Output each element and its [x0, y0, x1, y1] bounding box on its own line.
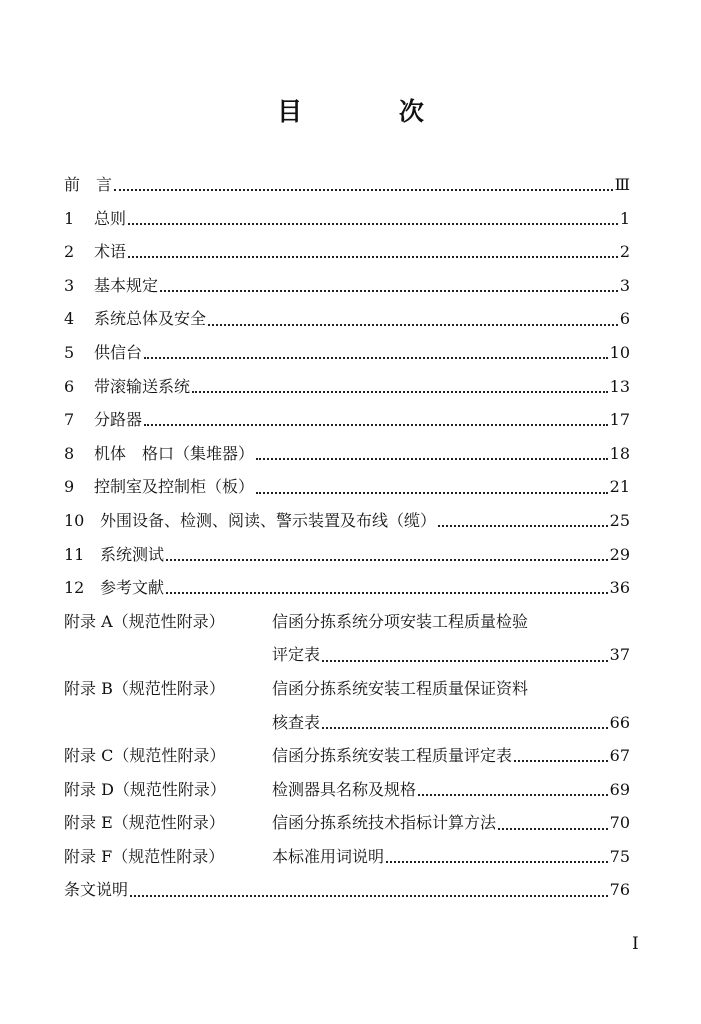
toc-page-number: 6	[619, 309, 630, 329]
dot-leader	[128, 255, 618, 258]
toc-appendix-key: 附录 C（规范性附录）	[64, 746, 226, 766]
toc-page-number: 37	[609, 645, 630, 665]
toc-appendix-key: 附录 A（规范性附录）	[64, 611, 225, 631]
dot-leader	[128, 222, 618, 225]
page-folio: I	[632, 934, 639, 954]
dot-leader	[514, 759, 608, 762]
dot-leader	[160, 289, 618, 292]
toc-entry-label: 系统测试	[100, 544, 165, 564]
toc-chapter-number: 4	[64, 309, 75, 329]
toc-entry-label: 评定表	[272, 645, 321, 665]
dot-leader	[322, 726, 608, 729]
dot-leader	[322, 659, 608, 662]
toc-appendix-key: 附录 D（规范性附录）	[64, 779, 226, 799]
toc-entry-appendix-d[interactable]	[64, 773, 630, 807]
toc-entry-chapter[interactable]	[64, 437, 630, 471]
toc-entry-label: 参考文献	[100, 578, 165, 598]
toc-entry-label: 信函分拣系统安装工程质量保证资料	[272, 678, 529, 698]
toc-chapter-number: 12	[64, 578, 85, 598]
toc-entry-appendix-f[interactable]	[64, 840, 630, 874]
toc-entry-label: 分路器	[94, 410, 143, 430]
toc-entry-label: 检测器具名称及规格	[272, 779, 417, 799]
dot-leader	[438, 524, 608, 527]
toc-page-number: 67	[609, 746, 630, 766]
toc-entry-chapter[interactable]	[64, 302, 630, 336]
toc-page-number: 36	[609, 578, 630, 598]
toc-entry-appendix-a[interactable]	[64, 605, 630, 639]
toc-entry-explanation[interactable]	[64, 873, 630, 907]
toc-appendix-key: 附录 F（规范性附录）	[64, 846, 225, 866]
toc-entry-chapter[interactable]	[64, 370, 630, 404]
dot-leader	[418, 793, 608, 796]
dot-leader	[130, 894, 608, 897]
toc-entry-label: 带滚输送系统	[94, 376, 191, 396]
toc-entry-label: 信函分拣系统分项安装工程质量检验	[272, 611, 529, 631]
toc-page-number: 69	[609, 779, 630, 799]
toc-entry-chapter[interactable]	[64, 202, 630, 236]
toc-entry-label: 控制室及控制柜（板）	[94, 477, 255, 497]
dot-leader	[498, 827, 608, 830]
toc-entry-label: 条文说明	[64, 880, 129, 900]
toc-entry-chapter[interactable]	[64, 403, 630, 437]
toc-chapter-number: 1	[64, 208, 75, 228]
toc-page-number: 10	[609, 342, 630, 362]
dot-leader	[386, 860, 608, 863]
toc-entry-chapter[interactable]	[64, 470, 630, 504]
toc-entry-chapter[interactable]	[64, 538, 630, 572]
toc-entry-label: 信函分拣系统技术指标计算方法	[272, 813, 497, 833]
toc-page-number: 25	[609, 510, 630, 530]
toc-entry-chapter[interactable]	[64, 504, 630, 538]
toc-chapter-number: 6	[64, 376, 75, 396]
toc-entry-appendix-e[interactable]	[64, 806, 630, 840]
toc-page-number: Ⅲ	[614, 175, 630, 194]
dot-leader	[192, 390, 608, 393]
toc-entry-chapter[interactable]	[64, 336, 630, 370]
toc-page-number: 3	[619, 275, 630, 295]
toc-page-number: 18	[609, 443, 630, 463]
toc-page-number: 1	[619, 208, 630, 228]
toc-appendix-key: 附录 B（规范性附录）	[64, 678, 225, 698]
dot-leader	[144, 423, 608, 426]
toc-entry-label: 供信台	[94, 342, 143, 362]
dot-leader	[256, 457, 608, 460]
toc-entry-label: 系统总体及安全	[94, 309, 207, 329]
toc-chapter-number: 10	[64, 510, 85, 530]
toc-chapter-number: 2	[64, 242, 75, 262]
toc-entry-label: 术语	[94, 242, 127, 262]
toc-page-number: 17	[609, 410, 630, 430]
toc-entry-preface[interactable]	[64, 168, 630, 202]
toc-entry-appendix-b[interactable]	[64, 672, 630, 706]
toc-entry-label: 本标准用词说明	[272, 846, 385, 866]
toc-entry-label: 前 言	[64, 175, 113, 194]
toc-page-number: 76	[609, 880, 630, 900]
toc-entry-label: 总则	[94, 208, 127, 228]
toc-chapter-number: 11	[64, 544, 85, 564]
table-of-contents	[64, 168, 630, 907]
toc-entry-label: 外围设备、检测、阅读、警示装置及布线（缆）	[100, 510, 437, 530]
toc-appendix-key: 附录 E（规范性附录）	[64, 813, 225, 833]
dot-leader	[166, 558, 608, 561]
toc-page-number: 75	[609, 846, 630, 866]
toc-entry-label: 信函分拣系统安装工程质量评定表	[272, 746, 513, 766]
toc-entry-chapter[interactable]	[64, 269, 630, 303]
toc-entry-appendix-a-continuation[interactable]	[64, 638, 630, 672]
dot-leader	[144, 356, 608, 359]
toc-entry-label: 机体 格口（集堆器）	[94, 443, 255, 463]
toc-entry-label: 核查表	[272, 712, 321, 732]
toc-entry-appendix-b-continuation[interactable]	[64, 706, 630, 740]
toc-chapter-number: 7	[64, 410, 75, 430]
toc-chapter-number: 5	[64, 342, 75, 362]
toc-entry-label: 基本规定	[94, 275, 159, 295]
toc-page-number: 21	[609, 477, 630, 497]
dot-leader	[114, 188, 613, 191]
page-title: 目 次	[277, 97, 468, 126]
toc-page-number: 2	[619, 242, 630, 262]
toc-entry-chapter[interactable]	[64, 571, 630, 605]
toc-page-number: 66	[609, 712, 630, 732]
toc-entry-appendix-c[interactable]	[64, 739, 630, 773]
toc-page-number: 13	[609, 376, 630, 396]
toc-page-number: 29	[609, 544, 630, 564]
toc-entry-chapter[interactable]	[64, 235, 630, 269]
dot-leader	[208, 323, 618, 326]
toc-chapter-number: 3	[64, 275, 75, 295]
toc-chapter-number: 9	[64, 477, 75, 497]
dot-leader	[166, 591, 608, 594]
toc-chapter-number: 8	[64, 443, 75, 463]
toc-page-number: 70	[609, 813, 630, 833]
dot-leader	[256, 491, 608, 494]
